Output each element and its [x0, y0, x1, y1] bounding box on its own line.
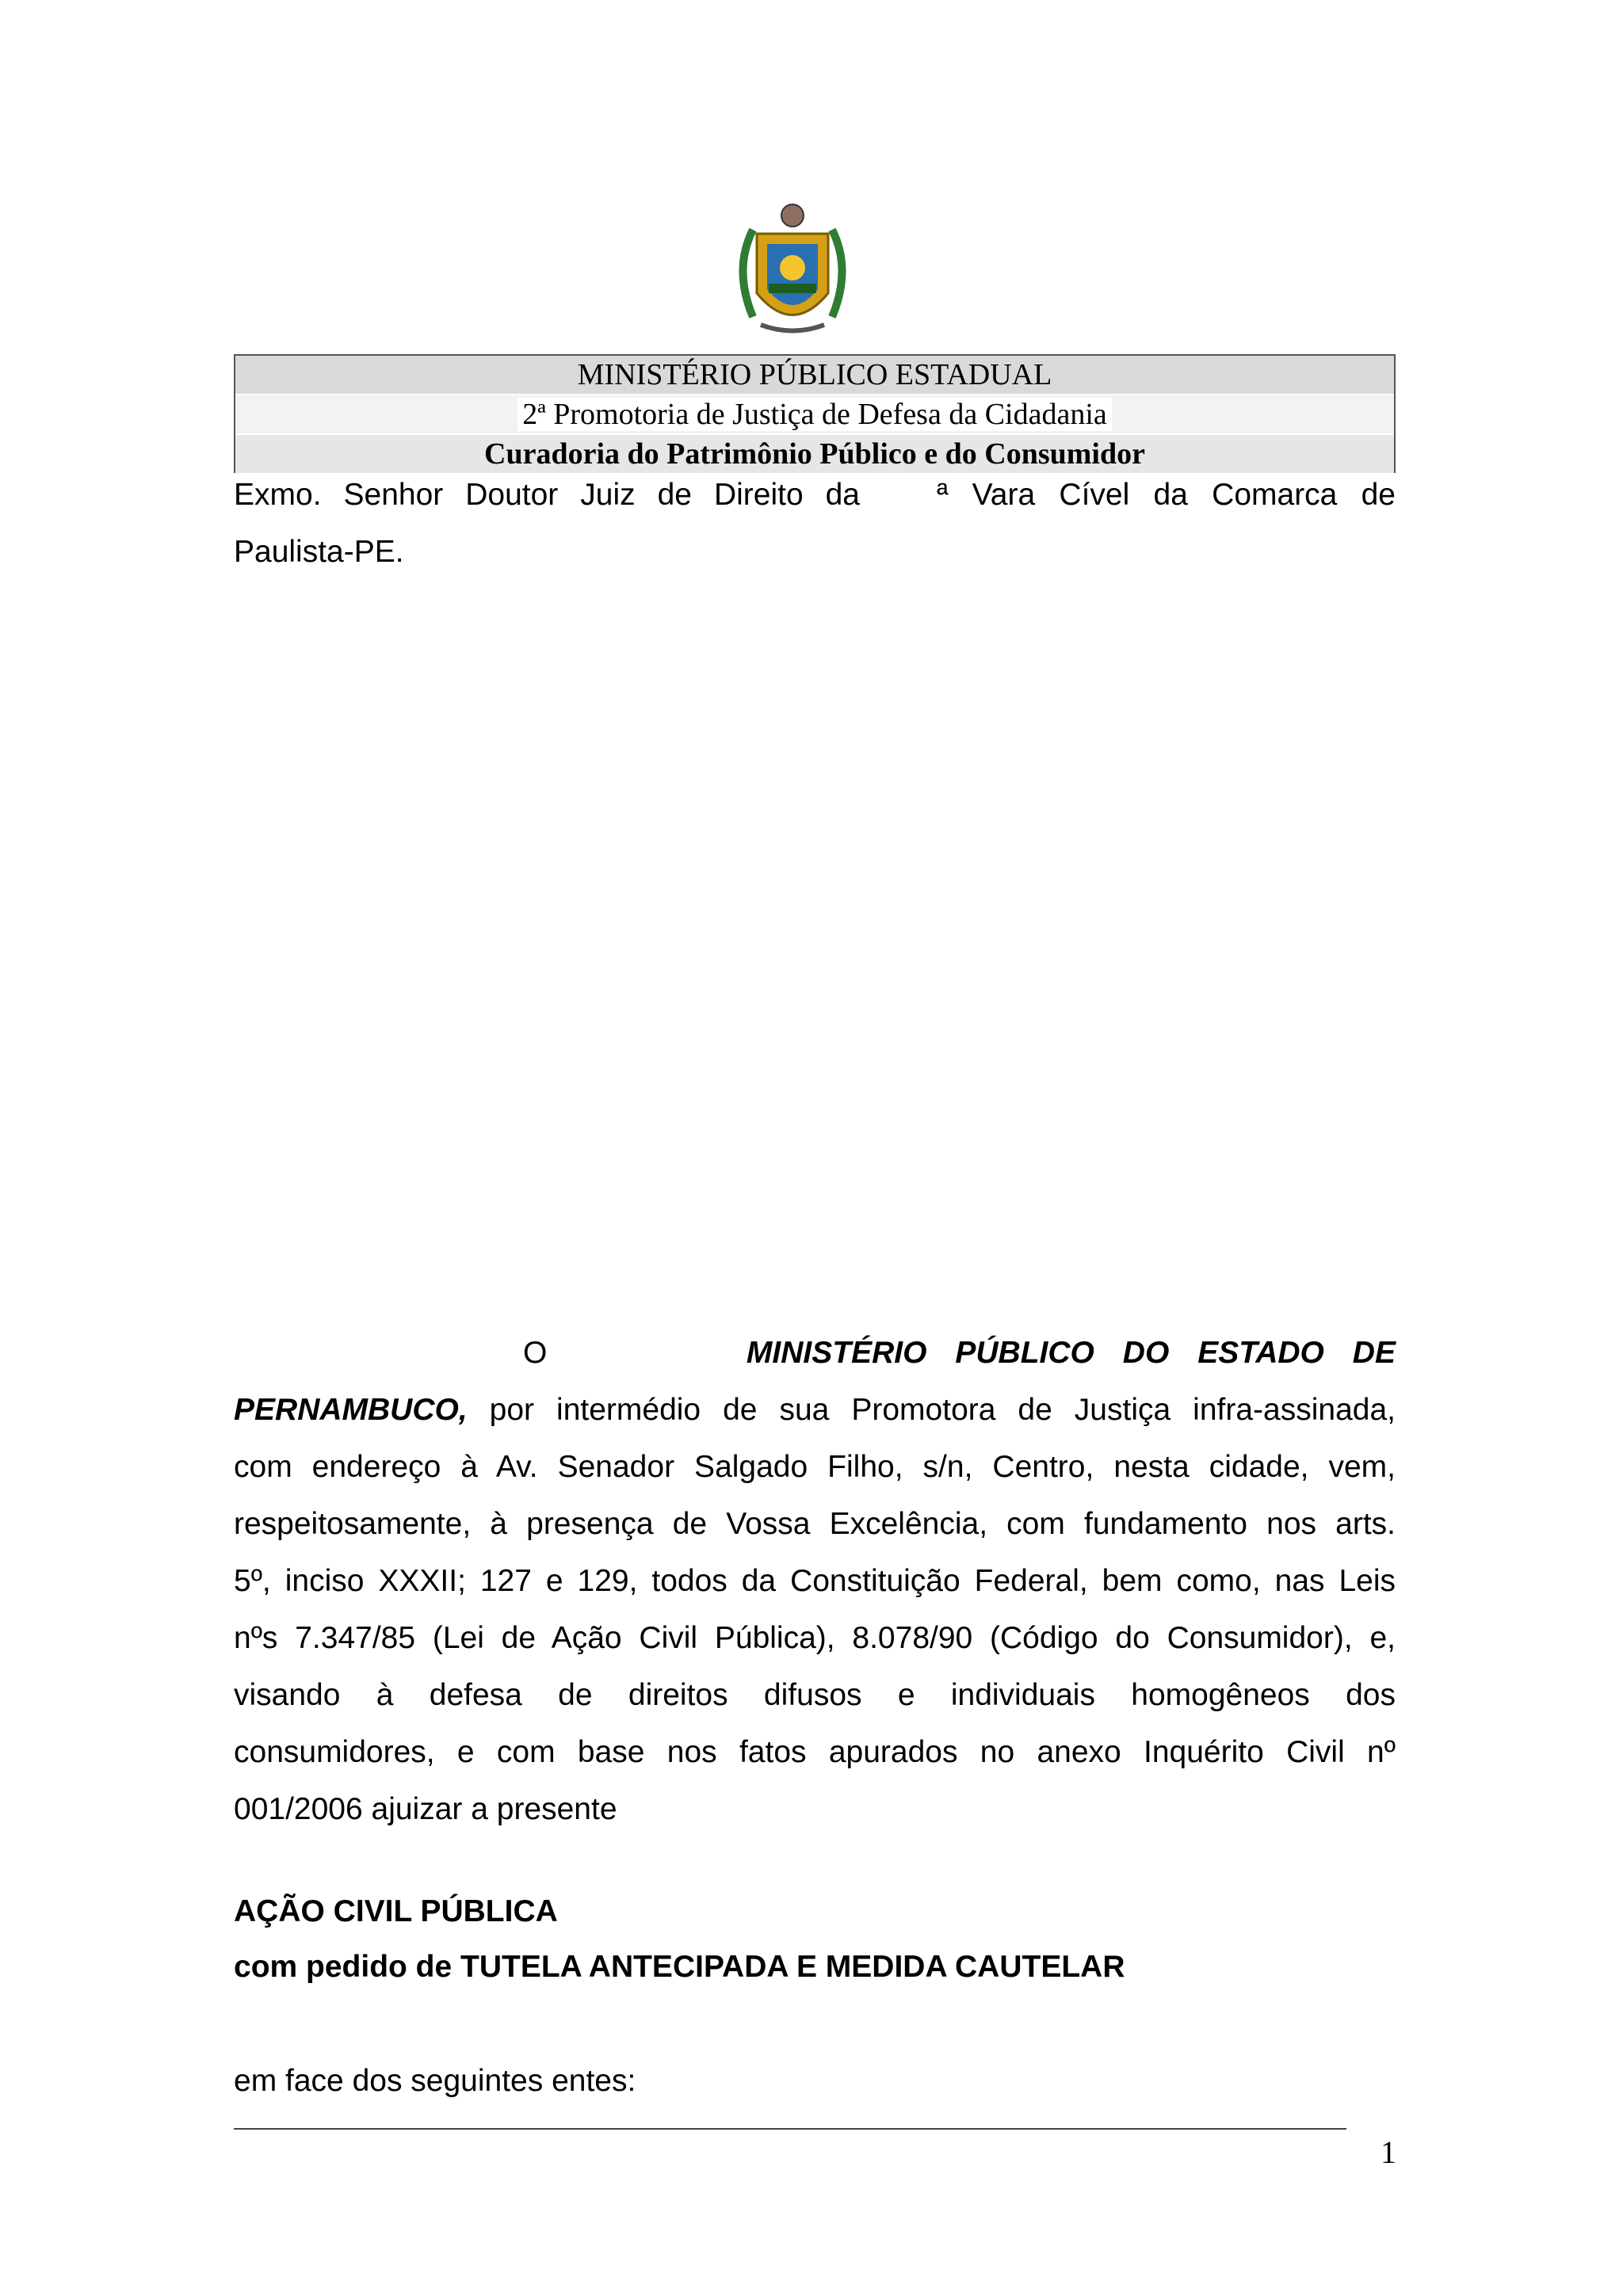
- address-part-1: Exmo. Senhor Doutor Juiz de Direito da: [234, 478, 860, 512]
- paragraph-line: consumidores, e com base nos fatos apurados no anexo Inquérito Civil nº: [234, 1735, 1396, 1769]
- paragraph-lead: O: [523, 1336, 548, 1370]
- paragraph-line: 001/2006 ajuizar a presente: [234, 1792, 617, 1826]
- address-part-2: ª Vara Cível da Comarca de: [937, 478, 1396, 512]
- paragraph-line: respeitosamente, à presença de Vossa Excelência, com fundamento nos arts.: [234, 1507, 1396, 1541]
- paragraph-line: com endereço à Av. Senador Salgado Filho, s/n, Centro, nesta cidade, vem,: [234, 1450, 1396, 1484]
- opening-paragraph: [234, 1325, 1396, 1838]
- footer-divider: [234, 2128, 1346, 2130]
- paragraph-line2-rest: por intermédio de sua Promotora de Justiça infra-assinada,: [467, 1393, 1396, 1427]
- address-line-2: Paulista-PE.: [234, 535, 404, 569]
- paragraph-line: [234, 1325, 1396, 1382]
- action-title: AÇÃO CIVIL PÚBLICA: [234, 1894, 558, 1928]
- closing-text: em face dos seguintes entes:: [234, 2064, 636, 2098]
- page-number: 1: [1381, 2134, 1396, 2170]
- institution-header: [234, 354, 1396, 473]
- header-institution: MINISTÉRIO PÚBLICO ESTADUAL: [235, 356, 1394, 394]
- header-curadoria: Curadoria do Patrimônio Público e do Consumidor: [235, 435, 1394, 473]
- paragraph-entity-2: PERNAMBUCO,: [234, 1393, 468, 1427]
- paragraph-entity-1: MINISTÉRIO PÚBLICO DO ESTADO DE: [746, 1336, 1396, 1370]
- header-promotoria: [235, 395, 1394, 433]
- address-line-1: [234, 475, 1396, 515]
- action-subtitle: com pedido de TUTELA ANTECIPADA E MEDIDA CAUTELAR: [234, 1950, 1125, 1984]
- coat-of-arms-icon: [729, 198, 856, 345]
- paragraph-line: 5º, inciso XXXII; 127 e 129, todos da Constituição Federal, bem como, nas Leis: [234, 1564, 1396, 1598]
- header-promotoria-text: 2ª Promotoria de Justiça de Defesa da Cidadania: [517, 398, 1112, 431]
- paragraph-line: visando à defesa de direitos difusos e individuais homogêneos dos: [234, 1678, 1396, 1712]
- paragraph-line: [234, 1382, 1396, 1439]
- paragraph-line: nºs 7.347/85 (Lei de Ação Civil Pública), 8.078/90 (Código do Consumidor), e,: [234, 1621, 1396, 1655]
